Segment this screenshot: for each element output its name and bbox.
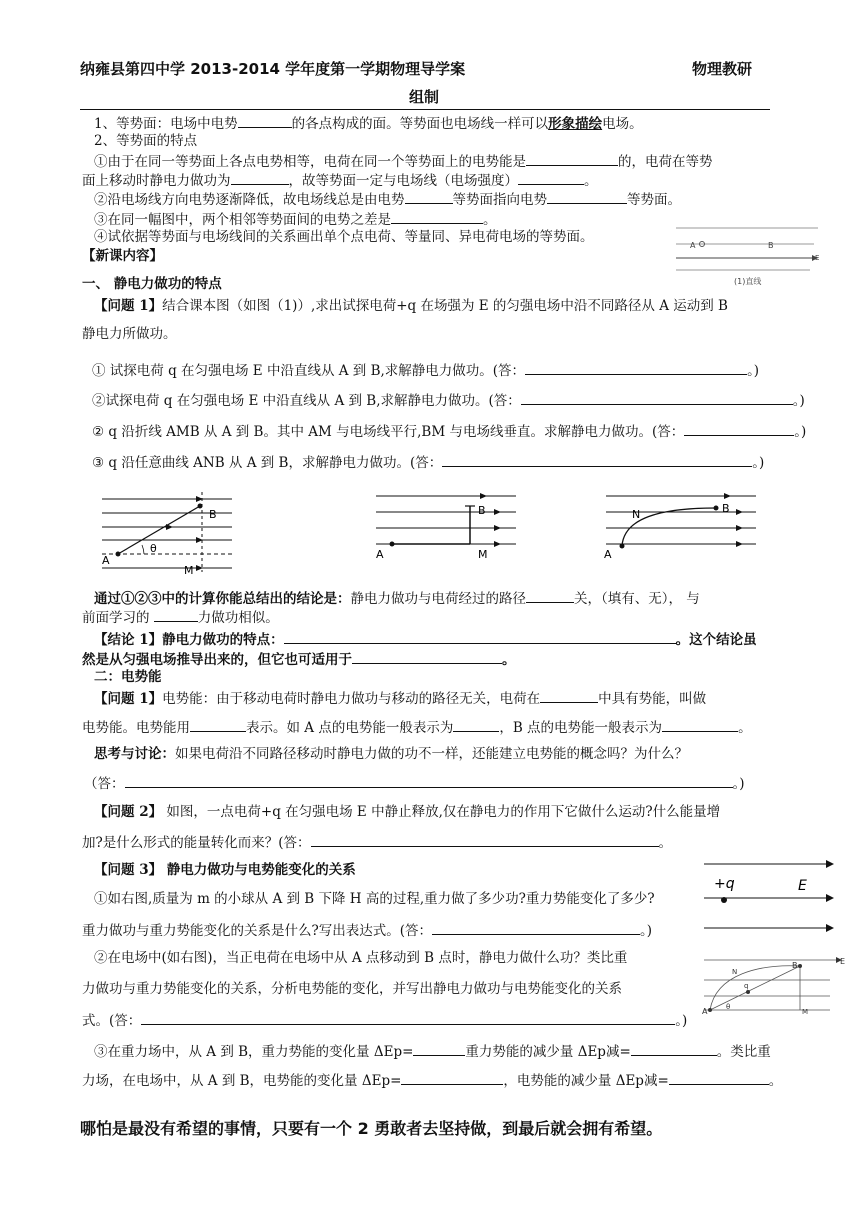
preview-line-2: 2、等势面的特点 [94,133,198,149]
point-a [116,552,121,557]
blank[interactable] [669,1071,769,1085]
blank[interactable] [231,171,289,185]
s2-q3-item-3-cont: 力场，在电场中，从 A 到 B，电势能的变化量 ΔEp= ，电势能的减少量 ΔEp减= 。 [82,1073,783,1089]
arrow-icon [724,493,731,499]
arrow-icon [494,525,501,531]
item-3: ② q 沿折线 AMB 从 A 到 B。其中 AM 与电场线平行,BM 与电场线垂直。求解静电力做功。(答： 。) [92,424,807,440]
blank[interactable] [190,718,246,732]
blank[interactable] [401,1071,503,1085]
s2-q3-item-1: ①如右图,质量为 m 的小球从 A 到 B 下降 H 高的过程,重力做了多少功?重力势能变化了多少? [94,891,655,907]
label-e: E [815,254,820,262]
preview-line-7: ④试依据等势面与电场线间的关系画出单个点电荷、等量同、异电荷电场的等势面。 [94,229,594,245]
answer-blank[interactable] [432,921,640,935]
label-a: A [604,548,612,561]
path-ab [710,966,800,1010]
charge-dot [721,897,727,903]
figure-straight-line [672,222,822,288]
label-a: A [376,548,384,561]
arrow-icon [826,894,834,902]
blank[interactable] [526,152,618,166]
question-1: 【问题 1】结合课本图（如图（1)）,求出试探电荷+q 在场强为 E 的匀强电场中沿不同路径从 A 运动到 B [94,298,728,314]
label-m: M [802,1008,809,1016]
diagram-path-straight [92,490,242,574]
conclusion-1-cont: 然是从匀强电场推导出来的，但它也可适用于 。 [82,652,516,668]
answer-blank[interactable] [125,774,733,788]
blank[interactable] [547,190,627,204]
answer-blank[interactable] [525,361,747,375]
section1-heading: 一、 静电力做功的特点 [82,276,222,292]
answer-blank[interactable] [141,1011,675,1025]
summary-line-1: 通过①②③中的计算你能总结出的结论是：静电力做功与电荷经过的路径 关，（填有、无）， 与 [94,591,700,607]
charge-label: +q [714,876,735,892]
label-b: B [209,508,217,521]
blank[interactable] [238,114,292,128]
label-theta: θ [726,1003,731,1011]
s2-q3-item-2: ②在电场中(如右图)，当正电荷在电场中从 A 点移动到 B 点时，静电力做什么功？类比重 [94,950,628,966]
s2-question-1-cont: 电势能。电势能用 表示。如 A 点的电势能一般表示为 ，B 点的电势能一般表示为 。 [82,720,752,736]
answer-blank[interactable] [684,422,794,436]
label-n: N [632,508,641,521]
point-a [390,542,395,547]
blank[interactable] [453,718,499,732]
arrow-icon [736,509,743,515]
header-rule [80,109,770,110]
preview-line-5: ②沿电场线方向电势逐渐降低，故电场线总是由电势 等势面指向电势 等势面。 [94,192,681,208]
header-title: 纳雍县第四中学 2013-2014 学年度第一学期物理导学案 [80,60,466,78]
blank[interactable] [631,1042,717,1056]
label-a: A [102,554,110,567]
arrow-icon [494,509,501,515]
think-discuss: 思考与讨论：如果电荷沿不同路径移动时静电力做的功不一样，还能建立电势能的概念吗？为什么？ [94,746,688,762]
label-n: N [732,968,738,976]
figure-field-paths [700,952,850,1022]
s2-q3-item-2-b: 力做功与重力势能变化的关系，分析电势能的变化，并写出静电力做功与电势能变化的关系 [82,981,622,997]
label-b: B [792,961,798,970]
blank[interactable] [352,650,502,664]
s2-q3-item-1-cont: 重力做功与重力势能变化的关系是什么?写出表达式。(答： 。) [82,923,653,939]
point-a [708,1008,712,1012]
blank[interactable] [518,171,584,185]
arrow-icon [736,541,743,547]
s2-question-1: 【问题 1】电势能：由于移动电荷时静电力做功与移动的路径无关，电荷在 中具有势能，叫做 [94,691,707,707]
label-m: M [184,564,194,574]
label-a: A [690,241,696,250]
blank[interactable] [540,689,598,703]
preview-line-4: 面上移动时静电力做功为 ，故等势面一定与电场线（电场强度） 。 [82,173,598,189]
motto: 哪怕是最没有希望的事情，只要有一个 2 勇敢者去坚持做，到最后就会拥有希望。 [80,1119,663,1138]
section2-heading: 二：电势能 [94,669,162,685]
header-sub: 组制 [409,88,440,106]
label-q: q [744,982,749,990]
blank[interactable] [391,210,483,224]
point-b [714,506,719,511]
s2-q3-item-3: ③在重力场中，从 A 到 B，重力势能的变化量 ΔEp= 重力势能的减少量 ΔEp减= 。类比重 [94,1044,771,1060]
label-e: E [840,957,846,966]
blank[interactable] [284,630,676,644]
field-label: E [798,878,807,894]
angle-arc [142,545,144,554]
label-a: A [702,1007,708,1016]
label-m: M [478,548,488,561]
summary-line-2: 前面学习的 力做功相似。 [82,610,279,626]
arrow-icon [826,860,834,868]
blank[interactable] [154,608,198,622]
arrow-icon [494,541,501,547]
blank[interactable] [405,190,453,204]
answer-blank[interactable] [521,391,793,405]
figure-charge-in-field [700,852,840,938]
conclusion-1: 【结论 1】静电力做功的特点： 。这个结论虽 [94,632,757,648]
caption: (1)直线 [734,277,762,286]
answer-blank[interactable] [442,453,752,467]
answer-blank[interactable] [311,833,659,847]
header-right: 物理教研 [692,60,753,78]
question-1-cont: 静电力所做功。 [82,326,177,342]
arrow-icon [196,496,203,502]
item-4: ③ q 沿任意曲线 ANB 从 A 到 B，求解静电力做功。(答： 。) [92,455,765,471]
new-lesson-heading: 【新课内容】 [82,248,163,264]
item-2: ②试探电荷 q 在匀强电场 E 中沿直线从 A 到 B,求解静电力做功。(答： 。) [92,393,805,409]
point-a [620,544,625,549]
label-b: B [768,241,774,250]
s2-q3-item-2-c: 式。(答： 。) [82,1013,688,1029]
label-theta: θ [150,542,157,555]
s2-question-2: 【问题 2】 如图，一点电荷+q 在匀强电场 E 中静止释放,仅在静电力的作用下它做什么运动?什么能量增 [94,804,721,820]
diagram-path-broken [370,490,520,562]
label-b: B [478,504,486,517]
preview-line-1: 1、等势面：电场中电势 的各点构成的面。等势面也电场线一样可以形象描绘电场。 [94,116,643,132]
preview-line-6: ③在同一幅图中，两个相邻等势面间的电势之差是 。 [94,212,497,228]
charge-dot [746,990,750,994]
s2-question-2-cont: 加?是什么形式的能量转化而来？(答： 。 [82,835,673,851]
blank[interactable] [526,589,574,603]
point-b [798,964,802,968]
s2-question-3: 【问题 3】 静电力做功与电势能变化的关系 [94,862,356,878]
arrow-icon [826,924,834,932]
arrow-icon [480,493,487,499]
arrow-icon [736,525,743,531]
blank[interactable] [662,718,738,732]
blank[interactable] [413,1042,465,1056]
preview-line-3: ①由于在同一等势面上各点电势相等，电荷在同一个等势面上的电势能是 的，电荷在等势 [94,154,713,170]
diagram-path-curve [600,490,760,564]
think-answer: （答： 。) [84,776,745,792]
arrow-icon [166,524,173,530]
label-b: B [722,502,730,515]
item-1: ① 试探电荷 q 在匀强电场 E 中沿直线从 A 到 B,求解静电力做功。(答： 。) [92,363,760,379]
point-b [198,504,203,509]
